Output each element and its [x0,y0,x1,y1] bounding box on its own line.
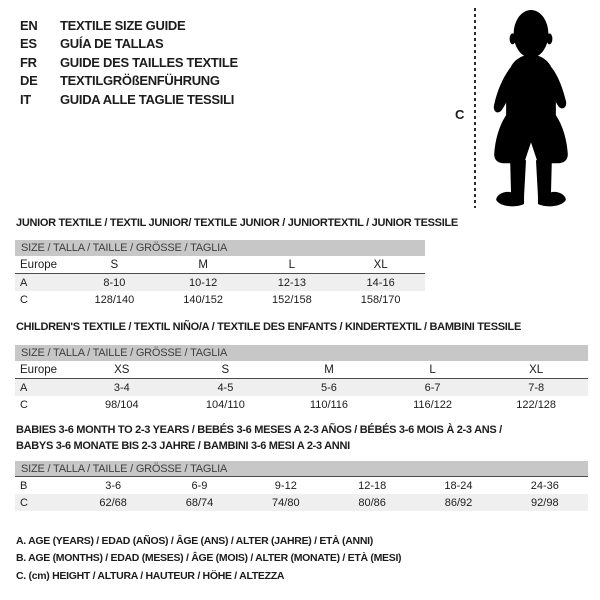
table-cell: 104/110 [205,398,245,411]
childrens-size-header: SIZE / TALLA / TAILLE / GRÖSSE / TAGLIA [15,345,588,361]
table-cell: 128/140 [94,293,135,306]
babies-table [15,461,588,511]
table-cell: 7-8 [528,381,545,394]
column-header: M [198,258,208,271]
language-row-fr [20,53,238,72]
row-label: A [20,381,28,394]
column-header: Europe [20,363,58,376]
language-row-it [20,90,238,109]
column-header: L [429,363,436,376]
childrens-table-title: CHILDREN'S TEXTILE / TEXTIL NIÑO/A / TEXTILE DES ENFANTS / KINDERTEXTIL / BAMBINI TESSILE [16,321,521,333]
table-cell: 122/128 [516,398,557,411]
junior-column-header-row [15,256,425,274]
language-row-en [20,16,238,35]
table-cell: 110/116 [309,398,349,411]
footnote-age-months: B. AGE (MONTHS) / EDAD (MESES) / ÂGE (MOIS) / ALTER (MONATE) / ETÀ (MESI) [16,552,402,565]
table-cell: 140/152 [183,293,223,306]
language-title: GUÍA DE TALLAS [60,36,164,52]
table-cell: 4-5 [217,381,234,394]
row-label: B [20,479,28,492]
babies-size-header: SIZE / TALLA / TAILLE / GRÖSSE / TAGLIA [15,461,588,477]
table-cell: 98/104 [104,398,139,411]
table-cell: 6-7 [424,381,441,394]
table-cell: 3-4 [113,381,130,394]
table-cell: 14-16 [366,276,395,289]
row-label: C [20,398,28,411]
column-header: XS [114,363,130,376]
babies-table-title [16,422,502,454]
column-header: M [324,363,334,376]
table-cell: 86/92 [444,496,473,509]
footnote-height-cm: C. (cm) HEIGHT / ALTURA / HAUTEUR / HÖHE / ALTEZZA [16,569,285,582]
toddler-silhouette-icon [486,9,576,208]
language-row-de [20,72,238,91]
table-cell: 5-6 [321,381,337,394]
row-label: C [20,293,28,306]
footnote-list [16,532,401,585]
table-cell: 158/170 [360,293,401,306]
table-cell: 6-9 [191,479,208,492]
table-cell: 12-13 [277,276,306,289]
table-cell: 12-18 [358,479,387,492]
table-row [15,379,588,396]
row-label: C [20,496,28,509]
table-cell: 10-12 [189,276,218,289]
language-code: FR [20,54,37,70]
table-row [15,494,588,511]
column-header: S [110,258,119,271]
table-row [15,274,425,291]
babies-table-title-line1: BABIES 3-6 MONTH TO 2-3 YEARS / BEBÉS 3-6 MESES A 2-3 AÑOS / BÉBÉS 3-6 MOIS À 2-3 ANS / [16,424,502,436]
childrens-column-header-row [15,361,588,379]
table-cell: 152/158 [271,293,312,306]
column-header: L [288,258,296,271]
language-title: TEXTILE SIZE GUIDE [60,17,186,33]
language-code: EN [20,17,38,33]
height-dashed-line [474,8,476,208]
column-header: XL [529,363,544,376]
height-measure-label: C [455,107,465,122]
table-row [15,291,425,308]
language-code: IT [20,91,31,107]
language-code: DE [20,73,38,89]
junior-table-title: JUNIOR TEXTILE / TEXTIL JUNIOR/ TEXTILE JUNIOR / JUNIORTEXTIL / JUNIOR TESSILE [16,217,458,229]
childrens-table [15,345,588,413]
table-cell: 74/80 [272,496,300,509]
language-title: TEXTILGRÖßENFÜHRUNG [60,73,220,89]
table-cell: 116/122 [413,398,453,411]
table-cell: 92/98 [531,496,559,509]
table-cell: 8-10 [103,276,126,289]
column-header: Europe [20,258,58,271]
junior-table [15,240,425,308]
language-list [20,16,238,109]
table-cell: 24-36 [530,479,559,492]
junior-size-header: SIZE / TALLA / TAILLE / GRÖSSE / TAGLIA [15,240,425,256]
table-cell: 3-6 [105,479,122,492]
column-header: S [221,363,230,376]
table-row [15,477,588,494]
row-label: A [20,276,28,289]
babies-table-title-line2: BABYS 3-6 MONATE BIS 2-3 JAHRE / BAMBINI 3-6 MESI A 2-3 ANNI [16,440,350,452]
language-title: GUIDE DES TAILLES TEXTILE [60,54,238,70]
table-cell: 9-12 [274,479,297,492]
table-cell: 62/68 [99,496,127,509]
column-header: XL [373,258,388,271]
table-cell: 18-24 [444,479,473,492]
language-code: ES [20,36,37,52]
language-row-es [20,35,238,54]
footnote-age-years: A. AGE (YEARS) / EDAD (AÑOS) / ÂGE (ANS) / ALTER (JAHRE) / ETÀ (ANNI) [16,534,373,547]
table-cell: 80/86 [358,496,386,509]
language-title: GUIDA ALLE TAGLIE TESSILI [60,91,235,107]
table-cell: 68/74 [185,496,214,509]
table-row [15,396,588,413]
